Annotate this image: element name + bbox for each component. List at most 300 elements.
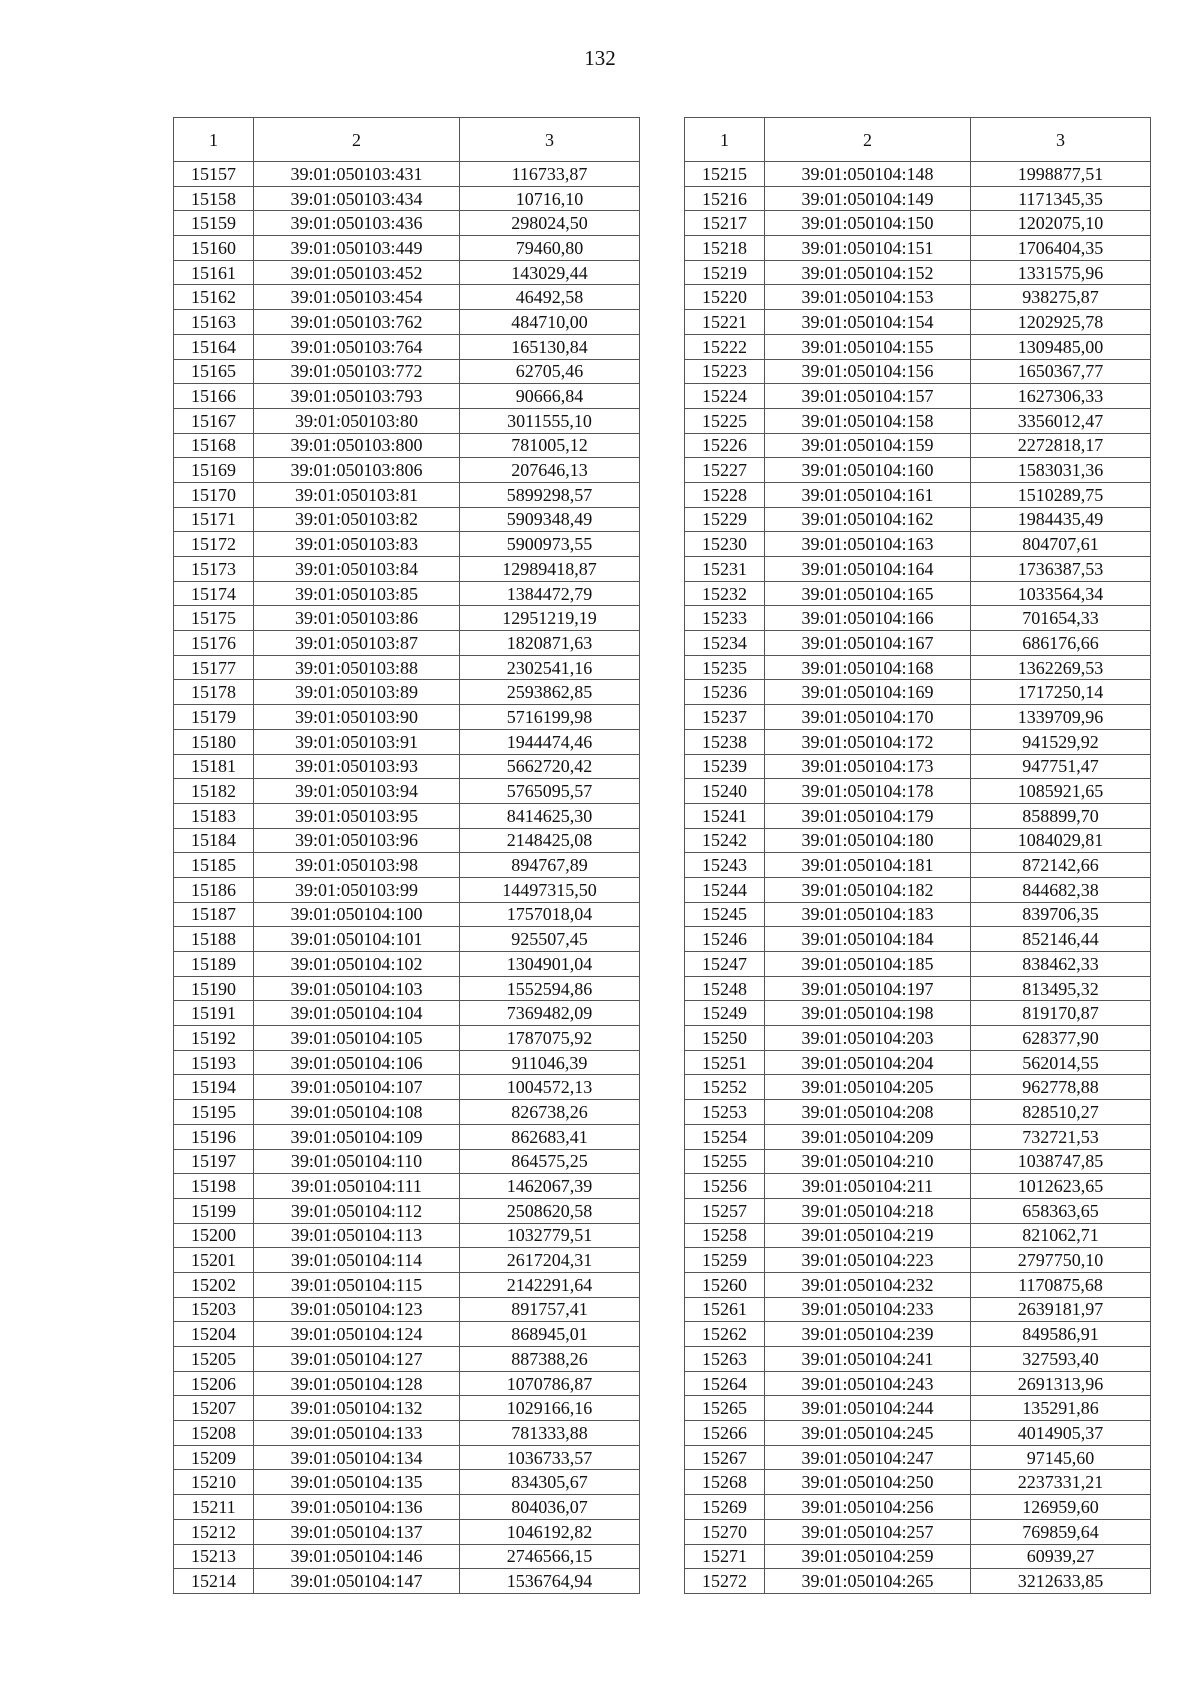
cadastral-id-cell: 39:01:050103:94 bbox=[254, 779, 460, 804]
value-cell: 46492,58 bbox=[460, 285, 640, 310]
column-header-value: 3 bbox=[460, 118, 640, 162]
cadastral-id-cell: 39:01:050103:83 bbox=[254, 532, 460, 557]
table-row bbox=[174, 1050, 640, 1075]
row-number-cell: 15158 bbox=[174, 186, 254, 211]
cadastral-id-cell: 39:01:050103:81 bbox=[254, 482, 460, 507]
row-number-cell: 15208 bbox=[174, 1421, 254, 1446]
cadastral-id-cell: 39:01:050104:109 bbox=[254, 1124, 460, 1149]
table-row bbox=[685, 606, 1151, 631]
value-cell: 1510289,75 bbox=[971, 482, 1151, 507]
value-cell: 938275,87 bbox=[971, 285, 1151, 310]
row-number-cell: 15169 bbox=[174, 458, 254, 483]
table-row bbox=[685, 1149, 1151, 1174]
value-cell: 862683,41 bbox=[460, 1124, 640, 1149]
table-row bbox=[174, 1322, 640, 1347]
value-cell: 3212633,85 bbox=[971, 1569, 1151, 1594]
cadastral-id-cell: 39:01:050103:449 bbox=[254, 236, 460, 261]
value-cell: 858899,70 bbox=[971, 803, 1151, 828]
row-number-cell: 15171 bbox=[174, 507, 254, 532]
cadastral-id-cell: 39:01:050104:161 bbox=[765, 482, 971, 507]
row-number-cell: 15192 bbox=[174, 1026, 254, 1051]
cadastral-id-cell: 39:01:050104:233 bbox=[765, 1297, 971, 1322]
table-row bbox=[685, 162, 1151, 187]
table-row bbox=[685, 927, 1151, 952]
value-cell: 701654,33 bbox=[971, 606, 1151, 631]
value-cell: 872142,66 bbox=[971, 853, 1151, 878]
table-row bbox=[174, 902, 640, 927]
cadastral-id-cell: 39:01:050104:107 bbox=[254, 1075, 460, 1100]
value-cell: 844682,38 bbox=[971, 877, 1151, 902]
cadastral-id-cell: 39:01:050104:110 bbox=[254, 1149, 460, 1174]
value-cell: 826738,26 bbox=[460, 1100, 640, 1125]
value-cell: 732721,53 bbox=[971, 1124, 1151, 1149]
value-cell: 838462,33 bbox=[971, 952, 1151, 977]
row-number-cell: 15165 bbox=[174, 359, 254, 384]
value-cell: 207646,13 bbox=[460, 458, 640, 483]
table-row bbox=[174, 1569, 640, 1594]
row-number-cell: 15191 bbox=[174, 1001, 254, 1026]
row-number-cell: 15247 bbox=[685, 952, 765, 977]
row-number-cell: 15212 bbox=[174, 1519, 254, 1544]
cadastral-id-cell: 39:01:050104:265 bbox=[765, 1569, 971, 1594]
cadastral-id-cell: 39:01:050104:170 bbox=[765, 705, 971, 730]
value-cell: 1038747,85 bbox=[971, 1149, 1151, 1174]
value-cell: 925507,45 bbox=[460, 927, 640, 952]
cadastral-table-left bbox=[173, 117, 640, 1594]
value-cell: 5909348,49 bbox=[460, 507, 640, 532]
table-row bbox=[174, 1421, 640, 1446]
cadastral-id-cell: 39:01:050104:185 bbox=[765, 952, 971, 977]
table-row bbox=[685, 1297, 1151, 1322]
row-number-cell: 15232 bbox=[685, 581, 765, 606]
value-cell: 562014,55 bbox=[971, 1050, 1151, 1075]
row-number-cell: 15211 bbox=[174, 1495, 254, 1520]
table-row bbox=[685, 729, 1151, 754]
row-number-cell: 15241 bbox=[685, 803, 765, 828]
value-cell: 1033564,34 bbox=[971, 581, 1151, 606]
value-cell: 7369482,09 bbox=[460, 1001, 640, 1026]
row-number-cell: 15168 bbox=[174, 433, 254, 458]
cadastral-id-cell: 39:01:050104:147 bbox=[254, 1569, 460, 1594]
cadastral-id-cell: 39:01:050103:85 bbox=[254, 581, 460, 606]
cadastral-id-cell: 39:01:050104:134 bbox=[254, 1445, 460, 1470]
table-row bbox=[174, 557, 640, 582]
cadastral-id-cell: 39:01:050104:124 bbox=[254, 1322, 460, 1347]
row-number-cell: 15264 bbox=[685, 1371, 765, 1396]
cadastral-id-cell: 39:01:050104:168 bbox=[765, 655, 971, 680]
table-row bbox=[174, 1495, 640, 1520]
value-cell: 839706,35 bbox=[971, 902, 1151, 927]
row-number-cell: 15175 bbox=[174, 606, 254, 631]
cadastral-id-cell: 39:01:050103:84 bbox=[254, 557, 460, 582]
cadastral-id-cell: 39:01:050104:137 bbox=[254, 1519, 460, 1544]
row-number-cell: 15231 bbox=[685, 557, 765, 582]
cadastral-id-cell: 39:01:050104:159 bbox=[765, 433, 971, 458]
table-row bbox=[174, 1347, 640, 1372]
row-number-cell: 15159 bbox=[174, 211, 254, 236]
value-cell: 2617204,31 bbox=[460, 1248, 640, 1273]
cadastral-id-cell: 39:01:050104:101 bbox=[254, 927, 460, 952]
table-row bbox=[685, 186, 1151, 211]
table-row bbox=[174, 877, 640, 902]
row-number-cell: 15199 bbox=[174, 1198, 254, 1223]
value-cell: 1462067,39 bbox=[460, 1174, 640, 1199]
table-row bbox=[174, 1149, 640, 1174]
cadastral-id-cell: 39:01:050104:179 bbox=[765, 803, 971, 828]
row-number-cell: 15258 bbox=[685, 1223, 765, 1248]
table-row bbox=[174, 260, 640, 285]
table-row bbox=[685, 902, 1151, 927]
table-row bbox=[685, 433, 1151, 458]
value-cell: 2691313,96 bbox=[971, 1371, 1151, 1396]
table-row bbox=[174, 211, 640, 236]
row-number-cell: 15266 bbox=[685, 1421, 765, 1446]
table-row bbox=[174, 581, 640, 606]
row-number-cell: 15182 bbox=[174, 779, 254, 804]
table-row bbox=[685, 1322, 1151, 1347]
table-row bbox=[174, 1248, 640, 1273]
row-number-cell: 15233 bbox=[685, 606, 765, 631]
row-number-cell: 15181 bbox=[174, 754, 254, 779]
row-number-cell: 15234 bbox=[685, 631, 765, 656]
cadastral-id-cell: 39:01:050104:152 bbox=[765, 260, 971, 285]
value-cell: 1552594,86 bbox=[460, 976, 640, 1001]
row-number-cell: 15265 bbox=[685, 1396, 765, 1421]
row-number-cell: 15185 bbox=[174, 853, 254, 878]
value-cell: 1339709,96 bbox=[971, 705, 1151, 730]
row-number-cell: 15162 bbox=[174, 285, 254, 310]
cadastral-id-cell: 39:01:050104:104 bbox=[254, 1001, 460, 1026]
row-number-cell: 15220 bbox=[685, 285, 765, 310]
row-number-cell: 15218 bbox=[685, 236, 765, 261]
row-number-cell: 15187 bbox=[174, 902, 254, 927]
table-body bbox=[685, 162, 1151, 1594]
cadastral-id-cell: 39:01:050104:209 bbox=[765, 1124, 971, 1149]
value-cell: 1029166,16 bbox=[460, 1396, 640, 1421]
cadastral-id-cell: 39:01:050104:247 bbox=[765, 1445, 971, 1470]
table-row bbox=[174, 334, 640, 359]
table-row bbox=[174, 927, 640, 952]
table-row bbox=[174, 1297, 640, 1322]
row-number-cell: 15177 bbox=[174, 655, 254, 680]
cadastral-table-right bbox=[684, 117, 1151, 1594]
value-cell: 868945,01 bbox=[460, 1322, 640, 1347]
cadastral-id-cell: 39:01:050104:173 bbox=[765, 754, 971, 779]
row-number-cell: 15260 bbox=[685, 1272, 765, 1297]
row-number-cell: 15259 bbox=[685, 1248, 765, 1273]
cadastral-id-cell: 39:01:050103:436 bbox=[254, 211, 460, 236]
cadastral-id-cell: 39:01:050104:241 bbox=[765, 1347, 971, 1372]
row-number-cell: 15239 bbox=[685, 754, 765, 779]
cadastral-id-cell: 39:01:050104:123 bbox=[254, 1297, 460, 1322]
cadastral-id-cell: 39:01:050104:154 bbox=[765, 310, 971, 335]
value-cell: 5662720,42 bbox=[460, 754, 640, 779]
row-number-cell: 15253 bbox=[685, 1100, 765, 1125]
cadastral-id-cell: 39:01:050104:103 bbox=[254, 976, 460, 1001]
table-row bbox=[685, 853, 1151, 878]
row-number-cell: 15263 bbox=[685, 1347, 765, 1372]
value-cell: 887388,26 bbox=[460, 1347, 640, 1372]
cadastral-id-cell: 39:01:050104:180 bbox=[765, 828, 971, 853]
table-row bbox=[685, 1569, 1151, 1594]
table-row bbox=[685, 1026, 1151, 1051]
row-number-cell: 15207 bbox=[174, 1396, 254, 1421]
table-row bbox=[685, 1075, 1151, 1100]
table-row bbox=[685, 1198, 1151, 1223]
row-number-cell: 15170 bbox=[174, 482, 254, 507]
value-cell: 1583031,36 bbox=[971, 458, 1151, 483]
cadastral-id-cell: 39:01:050104:250 bbox=[765, 1470, 971, 1495]
cadastral-id-cell: 39:01:050103:87 bbox=[254, 631, 460, 656]
table-row bbox=[685, 334, 1151, 359]
table-row bbox=[685, 507, 1151, 532]
row-number-cell: 15261 bbox=[685, 1297, 765, 1322]
value-cell: 1032779,51 bbox=[460, 1223, 640, 1248]
table-row bbox=[174, 408, 640, 433]
table-row bbox=[174, 976, 640, 1001]
table-row bbox=[174, 1445, 640, 1470]
table-body bbox=[174, 162, 640, 1594]
table-header-row bbox=[685, 118, 1151, 162]
row-number-cell: 15157 bbox=[174, 162, 254, 187]
row-number-cell: 15167 bbox=[174, 408, 254, 433]
table-row bbox=[685, 1001, 1151, 1026]
value-cell: 116733,87 bbox=[460, 162, 640, 187]
table-row bbox=[174, 1371, 640, 1396]
cadastral-id-cell: 39:01:050103:96 bbox=[254, 828, 460, 853]
cadastral-id-cell: 39:01:050103:91 bbox=[254, 729, 460, 754]
table-row bbox=[685, 1124, 1151, 1149]
row-number-cell: 15196 bbox=[174, 1124, 254, 1149]
row-number-cell: 15215 bbox=[685, 162, 765, 187]
value-cell: 10716,10 bbox=[460, 186, 640, 211]
value-cell: 894767,89 bbox=[460, 853, 640, 878]
cadastral-id-cell: 39:01:050104:135 bbox=[254, 1470, 460, 1495]
table-row bbox=[685, 1347, 1151, 1372]
table-row bbox=[174, 186, 640, 211]
value-cell: 658363,65 bbox=[971, 1198, 1151, 1223]
cadastral-id-cell: 39:01:050104:113 bbox=[254, 1223, 460, 1248]
value-cell: 852146,44 bbox=[971, 927, 1151, 952]
row-number-cell: 15222 bbox=[685, 334, 765, 359]
value-cell: 90666,84 bbox=[460, 384, 640, 409]
value-cell: 12989418,87 bbox=[460, 557, 640, 582]
row-number-cell: 15190 bbox=[174, 976, 254, 1001]
value-cell: 3356012,47 bbox=[971, 408, 1151, 433]
row-number-cell: 15197 bbox=[174, 1149, 254, 1174]
value-cell: 1627306,33 bbox=[971, 384, 1151, 409]
value-cell: 1170875,68 bbox=[971, 1272, 1151, 1297]
cadastral-id-cell: 39:01:050104:244 bbox=[765, 1396, 971, 1421]
table-row bbox=[685, 1272, 1151, 1297]
cadastral-id-cell: 39:01:050104:211 bbox=[765, 1174, 971, 1199]
value-cell: 1757018,04 bbox=[460, 902, 640, 927]
table-row bbox=[685, 1470, 1151, 1495]
cadastral-id-cell: 39:01:050104:223 bbox=[765, 1248, 971, 1273]
row-number-cell: 15179 bbox=[174, 705, 254, 730]
table-row bbox=[685, 1396, 1151, 1421]
value-cell: 3011555,10 bbox=[460, 408, 640, 433]
column-header-number: 1 bbox=[174, 118, 254, 162]
row-number-cell: 15243 bbox=[685, 853, 765, 878]
cadastral-id-cell: 39:01:050104:106 bbox=[254, 1050, 460, 1075]
value-cell: 2639181,97 bbox=[971, 1297, 1151, 1322]
cadastral-id-cell: 39:01:050104:198 bbox=[765, 1001, 971, 1026]
value-cell: 14497315,50 bbox=[460, 877, 640, 902]
row-number-cell: 15219 bbox=[685, 260, 765, 285]
value-cell: 1202075,10 bbox=[971, 211, 1151, 236]
column-header-cadastral-id: 2 bbox=[254, 118, 460, 162]
table-row bbox=[174, 532, 640, 557]
cadastral-id-cell: 39:01:050104:166 bbox=[765, 606, 971, 631]
value-cell: 1202925,78 bbox=[971, 310, 1151, 335]
value-cell: 1304901,04 bbox=[460, 952, 640, 977]
value-cell: 947751,47 bbox=[971, 754, 1151, 779]
table-row bbox=[174, 1272, 640, 1297]
table-row bbox=[174, 779, 640, 804]
table-row bbox=[685, 1495, 1151, 1520]
row-number-cell: 15226 bbox=[685, 433, 765, 458]
value-cell: 135291,86 bbox=[971, 1396, 1151, 1421]
table-header-row bbox=[174, 118, 640, 162]
cadastral-id-cell: 39:01:050103:454 bbox=[254, 285, 460, 310]
cadastral-id-cell: 39:01:050103:95 bbox=[254, 803, 460, 828]
value-cell: 5716199,98 bbox=[460, 705, 640, 730]
value-cell: 821062,71 bbox=[971, 1223, 1151, 1248]
table-row bbox=[174, 1519, 640, 1544]
table-row bbox=[174, 803, 640, 828]
value-cell: 2593862,85 bbox=[460, 680, 640, 705]
value-cell: 1384472,79 bbox=[460, 581, 640, 606]
value-cell: 628377,90 bbox=[971, 1026, 1151, 1051]
value-cell: 1084029,81 bbox=[971, 828, 1151, 853]
row-number-cell: 15236 bbox=[685, 680, 765, 705]
value-cell: 1650367,77 bbox=[971, 359, 1151, 384]
cadastral-id-cell: 39:01:050104:232 bbox=[765, 1272, 971, 1297]
row-number-cell: 15272 bbox=[685, 1569, 765, 1594]
row-number-cell: 15214 bbox=[174, 1569, 254, 1594]
value-cell: 2302541,16 bbox=[460, 655, 640, 680]
row-number-cell: 15201 bbox=[174, 1248, 254, 1273]
value-cell: 1706404,35 bbox=[971, 236, 1151, 261]
row-number-cell: 15229 bbox=[685, 507, 765, 532]
cadastral-id-cell: 39:01:050104:181 bbox=[765, 853, 971, 878]
table-row bbox=[685, 1371, 1151, 1396]
table-row bbox=[685, 1100, 1151, 1125]
table-row bbox=[685, 976, 1151, 1001]
row-number-cell: 15164 bbox=[174, 334, 254, 359]
table-row bbox=[685, 285, 1151, 310]
value-cell: 1171345,35 bbox=[971, 186, 1151, 211]
row-number-cell: 15206 bbox=[174, 1371, 254, 1396]
row-number-cell: 15210 bbox=[174, 1470, 254, 1495]
row-number-cell: 15166 bbox=[174, 384, 254, 409]
table-row bbox=[685, 384, 1151, 409]
cadastral-id-cell: 39:01:050103:90 bbox=[254, 705, 460, 730]
table-row bbox=[174, 606, 640, 631]
row-number-cell: 15160 bbox=[174, 236, 254, 261]
cadastral-id-cell: 39:01:050104:183 bbox=[765, 902, 971, 927]
row-number-cell: 15186 bbox=[174, 877, 254, 902]
table-row bbox=[174, 458, 640, 483]
row-number-cell: 15180 bbox=[174, 729, 254, 754]
cadastral-id-cell: 39:01:050104:136 bbox=[254, 1495, 460, 1520]
row-number-cell: 15205 bbox=[174, 1347, 254, 1372]
cadastral-id-cell: 39:01:050103:764 bbox=[254, 334, 460, 359]
cadastral-id-cell: 39:01:050104:158 bbox=[765, 408, 971, 433]
cadastral-id-cell: 39:01:050104:210 bbox=[765, 1149, 971, 1174]
cadastral-id-cell: 39:01:050103:82 bbox=[254, 507, 460, 532]
cadastral-id-cell: 39:01:050104:169 bbox=[765, 680, 971, 705]
value-cell: 1362269,53 bbox=[971, 655, 1151, 680]
value-cell: 1085921,65 bbox=[971, 779, 1151, 804]
value-cell: 1736387,53 bbox=[971, 557, 1151, 582]
cadastral-id-cell: 39:01:050104:153 bbox=[765, 285, 971, 310]
cadastral-id-cell: 39:01:050104:102 bbox=[254, 952, 460, 977]
table-row bbox=[174, 285, 640, 310]
cadastral-id-cell: 39:01:050104:160 bbox=[765, 458, 971, 483]
row-number-cell: 15193 bbox=[174, 1050, 254, 1075]
row-number-cell: 15209 bbox=[174, 1445, 254, 1470]
value-cell: 1309485,00 bbox=[971, 334, 1151, 359]
table-row bbox=[174, 1026, 640, 1051]
cadastral-id-cell: 39:01:050104:184 bbox=[765, 927, 971, 952]
cadastral-id-cell: 39:01:050104:205 bbox=[765, 1075, 971, 1100]
row-number-cell: 15227 bbox=[685, 458, 765, 483]
value-cell: 1012623,65 bbox=[971, 1174, 1151, 1199]
cadastral-id-cell: 39:01:050104:149 bbox=[765, 186, 971, 211]
value-cell: 2508620,58 bbox=[460, 1198, 640, 1223]
table-row bbox=[685, 705, 1151, 730]
value-cell: 1984435,49 bbox=[971, 507, 1151, 532]
table-row bbox=[174, 1544, 640, 1569]
cadastral-id-cell: 39:01:050104:259 bbox=[765, 1544, 971, 1569]
value-cell: 804036,07 bbox=[460, 1495, 640, 1520]
cadastral-id-cell: 39:01:050103:793 bbox=[254, 384, 460, 409]
table-row bbox=[685, 236, 1151, 261]
cadastral-id-cell: 39:01:050103:762 bbox=[254, 310, 460, 335]
column-header-number: 1 bbox=[685, 118, 765, 162]
table-row bbox=[174, 754, 640, 779]
cadastral-id-cell: 39:01:050103:800 bbox=[254, 433, 460, 458]
table-row bbox=[685, 877, 1151, 902]
row-number-cell: 15173 bbox=[174, 557, 254, 582]
value-cell: 143029,44 bbox=[460, 260, 640, 285]
value-cell: 769859,64 bbox=[971, 1519, 1151, 1544]
cadastral-id-cell: 39:01:050104:156 bbox=[765, 359, 971, 384]
cadastral-id-cell: 39:01:050103:89 bbox=[254, 680, 460, 705]
page-number: 132 bbox=[584, 46, 616, 70]
cadastral-id-cell: 39:01:050104:133 bbox=[254, 1421, 460, 1446]
value-cell: 941529,92 bbox=[971, 729, 1151, 754]
row-number-cell: 15216 bbox=[685, 186, 765, 211]
table-row bbox=[174, 1124, 640, 1149]
table-row bbox=[174, 729, 640, 754]
table-row bbox=[174, 433, 640, 458]
table-row bbox=[174, 952, 640, 977]
cadastral-id-cell: 39:01:050104:164 bbox=[765, 557, 971, 582]
cadastral-id-cell: 39:01:050103:93 bbox=[254, 754, 460, 779]
table-row bbox=[685, 581, 1151, 606]
value-cell: 891757,41 bbox=[460, 1297, 640, 1322]
row-number-cell: 15213 bbox=[174, 1544, 254, 1569]
row-number-cell: 15237 bbox=[685, 705, 765, 730]
table-row bbox=[685, 1223, 1151, 1248]
row-number-cell: 15240 bbox=[685, 779, 765, 804]
cadastral-id-cell: 39:01:050104:148 bbox=[765, 162, 971, 187]
row-number-cell: 15230 bbox=[685, 532, 765, 557]
value-cell: 804707,61 bbox=[971, 532, 1151, 557]
